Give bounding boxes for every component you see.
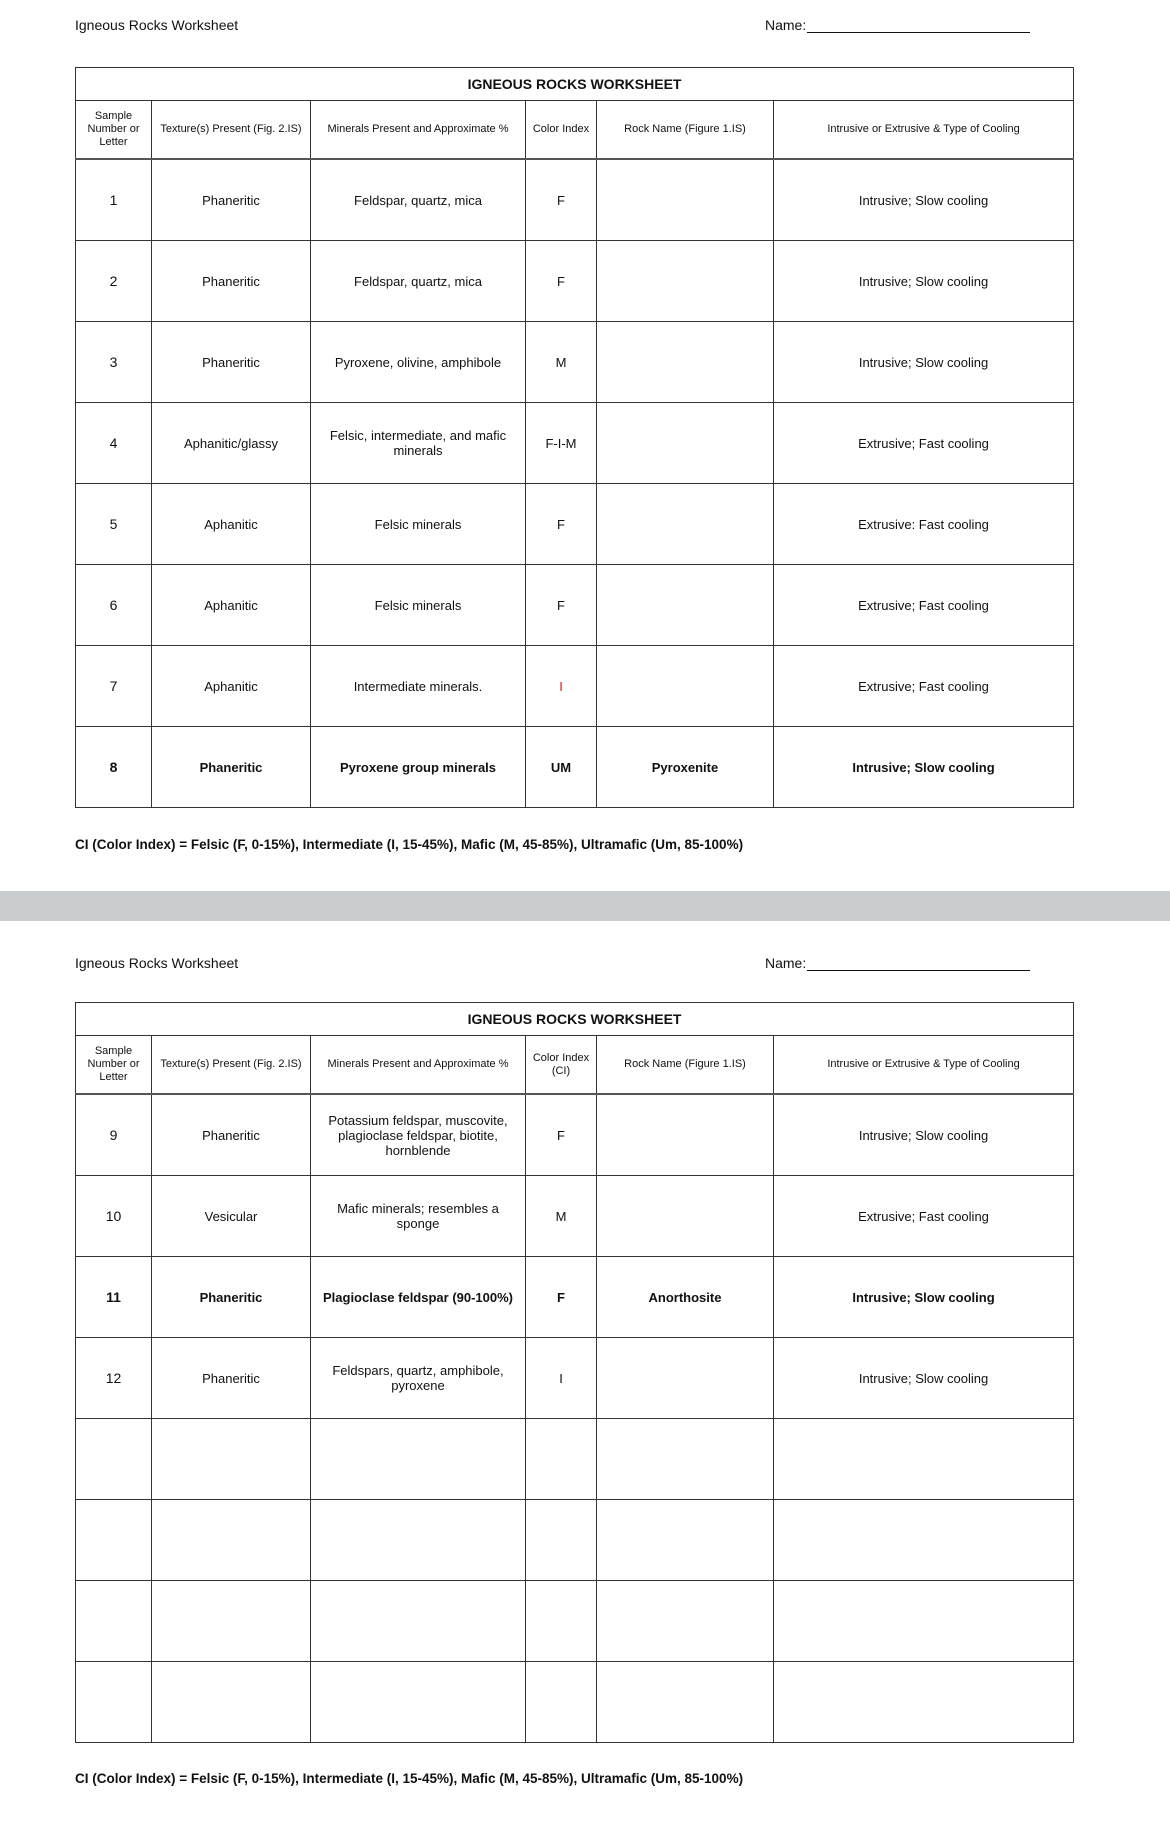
texture-cell[interactable]: [152, 1581, 311, 1662]
table-row: [76, 1338, 1074, 1419]
cooling-cell[interactable]: [774, 1419, 1074, 1500]
sample-cell[interactable]: 2: [76, 241, 152, 322]
name-field[interactable]: [765, 17, 1030, 33]
header-sample: Sample Number or Letter: [76, 101, 152, 160]
worksheet-table-1: [75, 67, 1074, 808]
rock-name-cell[interactable]: [597, 159, 774, 241]
texture-cell[interactable]: Phaneritic: [152, 322, 311, 403]
minerals-cell[interactable]: Intermediate minerals.: [311, 646, 526, 727]
minerals-cell[interactable]: [311, 1500, 526, 1581]
minerals-cell[interactable]: Mafic minerals; resembles a sponge: [311, 1176, 526, 1257]
rock-name-cell[interactable]: [597, 1419, 774, 1500]
color-index-cell[interactable]: F: [526, 565, 597, 646]
sample-cell[interactable]: 11: [76, 1257, 152, 1338]
color-index-cell[interactable]: UM: [526, 727, 597, 808]
color-index-cell[interactable]: F-I-M: [526, 403, 597, 484]
texture-cell[interactable]: Aphanitic: [152, 484, 311, 565]
sample-cell[interactable]: 3: [76, 322, 152, 403]
name-blank-line[interactable]: [807, 956, 1030, 971]
texture-cell[interactable]: Phaneritic: [152, 727, 311, 808]
sample-cell[interactable]: 7: [76, 646, 152, 727]
cooling-cell[interactable]: Intrusive; Slow cooling: [774, 159, 1074, 241]
header-color-index: Color Index: [526, 101, 597, 160]
cooling-cell[interactable]: Extrusive; Fast cooling: [774, 403, 1074, 484]
sample-cell[interactable]: [76, 1581, 152, 1662]
rock-name-cell[interactable]: Anorthosite: [597, 1257, 774, 1338]
header-rock-name: Rock Name (Figure 1.IS): [597, 1036, 774, 1095]
color-index-cell[interactable]: [526, 1500, 597, 1581]
name-field[interactable]: [765, 955, 1030, 971]
minerals-cell[interactable]: Pyroxene, olivine, amphibole: [311, 322, 526, 403]
header-minerals: Minerals Present and Approximate %: [311, 1036, 526, 1095]
minerals-cell[interactable]: Feldspars, quartz, amphibole, pyroxene: [311, 1338, 526, 1419]
rock-name-cell[interactable]: [597, 565, 774, 646]
minerals-cell[interactable]: Feldspar, quartz, mica: [311, 159, 526, 241]
cooling-cell[interactable]: Intrusive; Slow cooling: [774, 1338, 1074, 1419]
color-index-cell[interactable]: F: [526, 1257, 597, 1338]
header-texture: Texture(s) Present (Fig. 2.IS): [152, 101, 311, 160]
sample-cell[interactable]: 1: [76, 159, 152, 241]
page-separator: [0, 891, 1170, 921]
minerals-cell[interactable]: [311, 1581, 526, 1662]
sample-cell[interactable]: [76, 1419, 152, 1500]
header-rock-name: Rock Name (Figure 1.IS): [597, 101, 774, 160]
table-row: [76, 241, 1074, 322]
cooling-cell[interactable]: Intrusive; Slow cooling: [774, 241, 1074, 322]
name-label: Name:: [765, 17, 807, 33]
table-row: [76, 646, 1074, 727]
header-sample: Sample Number or Letter: [76, 1036, 152, 1095]
minerals-cell[interactable]: Felsic minerals: [311, 565, 526, 646]
minerals-cell[interactable]: [311, 1419, 526, 1500]
rock-name-cell[interactable]: [597, 1500, 774, 1581]
texture-cell[interactable]: [152, 1500, 311, 1581]
sample-cell[interactable]: 5: [76, 484, 152, 565]
rock-name-cell[interactable]: [597, 1094, 774, 1176]
name-blank-line[interactable]: [807, 18, 1030, 33]
table-row: [76, 1581, 1074, 1662]
texture-cell[interactable]: [152, 1419, 311, 1500]
table-row: [76, 1662, 1074, 1743]
table-row: [76, 727, 1074, 808]
rock-name-cell[interactable]: [597, 1338, 774, 1419]
sample-cell[interactable]: [76, 1500, 152, 1581]
table-row: [76, 322, 1074, 403]
cooling-cell[interactable]: Extrusive; Fast cooling: [774, 646, 1074, 727]
minerals-cell[interactable]: Felsic minerals: [311, 484, 526, 565]
header-color-index: Color Index (CI): [526, 1036, 597, 1095]
minerals-cell[interactable]: Felsic, intermediate, and mafic minerals: [311, 403, 526, 484]
texture-cell[interactable]: Phaneritic: [152, 241, 311, 322]
rock-name-cell[interactable]: [597, 241, 774, 322]
minerals-cell[interactable]: Pyroxene group minerals: [311, 727, 526, 808]
color-index-cell[interactable]: I: [526, 646, 597, 727]
header-cooling: Intrusive or Extrusive & Type of Cooling: [774, 101, 1074, 160]
cooling-cell[interactable]: Intrusive; Slow cooling: [774, 322, 1074, 403]
table-row: [76, 565, 1074, 646]
minerals-cell[interactable]: Feldspar, quartz, mica: [311, 241, 526, 322]
sample-cell[interactable]: [76, 1662, 152, 1743]
texture-cell[interactable]: Aphanitic: [152, 646, 311, 727]
document-title: Igneous Rocks Worksheet: [75, 955, 239, 971]
color-index-cell[interactable]: [526, 1581, 597, 1662]
worksheet-page-2: [0, 921, 1170, 1822]
texture-cell[interactable]: Aphanitic: [152, 565, 311, 646]
sample-cell[interactable]: 12: [76, 1338, 152, 1419]
table-row: [76, 1419, 1074, 1500]
color-index-cell[interactable]: M: [526, 1176, 597, 1257]
sample-cell[interactable]: 6: [76, 565, 152, 646]
minerals-cell[interactable]: [311, 1662, 526, 1743]
worksheet-table-2: [75, 1002, 1074, 1743]
table-row: [76, 403, 1074, 484]
color-index-cell[interactable]: [526, 1662, 597, 1743]
sample-cell[interactable]: 9: [76, 1094, 152, 1176]
worksheet-page-1: [0, 0, 1170, 891]
texture-cell[interactable]: [152, 1662, 311, 1743]
header-texture: Texture(s) Present (Fig. 2.IS): [152, 1036, 311, 1095]
color-index-cell[interactable]: F: [526, 1094, 597, 1176]
header-cooling: Intrusive or Extrusive & Type of Cooling: [774, 1036, 1074, 1095]
texture-cell[interactable]: Aphanitic/glassy: [152, 403, 311, 484]
cooling-cell[interactable]: [774, 1500, 1074, 1581]
document-title: Igneous Rocks Worksheet: [75, 17, 239, 33]
table-title: IGNEOUS ROCKS WORKSHEET: [76, 1003, 1074, 1036]
cooling-cell[interactable]: [774, 1581, 1074, 1662]
table-row: [76, 1094, 1074, 1176]
rock-name-cell[interactable]: [597, 1662, 774, 1743]
cooling-cell[interactable]: Extrusive; Fast cooling: [774, 1176, 1074, 1257]
color-index-legend: CI (Color Index) = Felsic (F, 0-15%), Intermediate (I, 15-45%), Mafic (M, 45-85%), Ultramafic (Um, 85-100%): [75, 837, 744, 852]
table-title: IGNEOUS ROCKS WORKSHEET: [76, 68, 1074, 101]
color-index-cell[interactable]: M: [526, 322, 597, 403]
rock-name-cell[interactable]: [597, 484, 774, 565]
rock-name-cell[interactable]: [597, 403, 774, 484]
color-index-cell[interactable]: I: [526, 1338, 597, 1419]
header-row: [76, 101, 1074, 160]
color-index-cell[interactable]: F: [526, 484, 597, 565]
table-row: [76, 1500, 1074, 1581]
cooling-cell[interactable]: Intrusive; Slow cooling: [774, 1257, 1074, 1338]
texture-cell[interactable]: Vesicular: [152, 1176, 311, 1257]
table-row: [76, 159, 1074, 241]
rock-name-cell[interactable]: [597, 646, 774, 727]
texture-cell[interactable]: Phaneritic: [152, 159, 311, 241]
texture-cell[interactable]: Phaneritic: [152, 1257, 311, 1338]
cooling-cell[interactable]: Extrusive: Fast cooling: [774, 484, 1074, 565]
rock-name-cell[interactable]: [597, 1176, 774, 1257]
name-label: Name:: [765, 955, 807, 971]
minerals-cell[interactable]: Potassium feldspar, muscovite, plagioclase feldspar, biotite, hornblende: [311, 1094, 526, 1176]
rock-name-cell[interactable]: [597, 1581, 774, 1662]
sample-cell[interactable]: 10: [76, 1176, 152, 1257]
minerals-cell[interactable]: Plagioclase feldspar (90-100%): [311, 1257, 526, 1338]
color-index-cell[interactable]: F: [526, 159, 597, 241]
color-index-cell[interactable]: [526, 1419, 597, 1500]
color-index-cell[interactable]: F: [526, 241, 597, 322]
texture-cell[interactable]: Phaneritic: [152, 1338, 311, 1419]
cooling-cell[interactable]: [774, 1662, 1074, 1743]
sample-cell[interactable]: 4: [76, 403, 152, 484]
cooling-cell[interactable]: Extrusive; Fast cooling: [774, 565, 1074, 646]
rock-name-cell[interactable]: Pyroxenite: [597, 727, 774, 808]
sample-cell[interactable]: 8: [76, 727, 152, 808]
table-row: [76, 1176, 1074, 1257]
rock-name-cell[interactable]: [597, 322, 774, 403]
table-row: [76, 484, 1074, 565]
header-minerals: Minerals Present and Approximate %: [311, 101, 526, 160]
color-index-legend: CI (Color Index) = Felsic (F, 0-15%), Intermediate (I, 15-45%), Mafic (M, 45-85%), Ultramafic (Um, 85-100%): [75, 1771, 744, 1786]
texture-cell[interactable]: Phaneritic: [152, 1094, 311, 1176]
cooling-cell[interactable]: Intrusive; Slow cooling: [774, 727, 1074, 808]
cooling-cell[interactable]: Intrusive; Slow cooling: [774, 1094, 1074, 1176]
table-row: [76, 1257, 1074, 1338]
header-row: [76, 1036, 1074, 1095]
